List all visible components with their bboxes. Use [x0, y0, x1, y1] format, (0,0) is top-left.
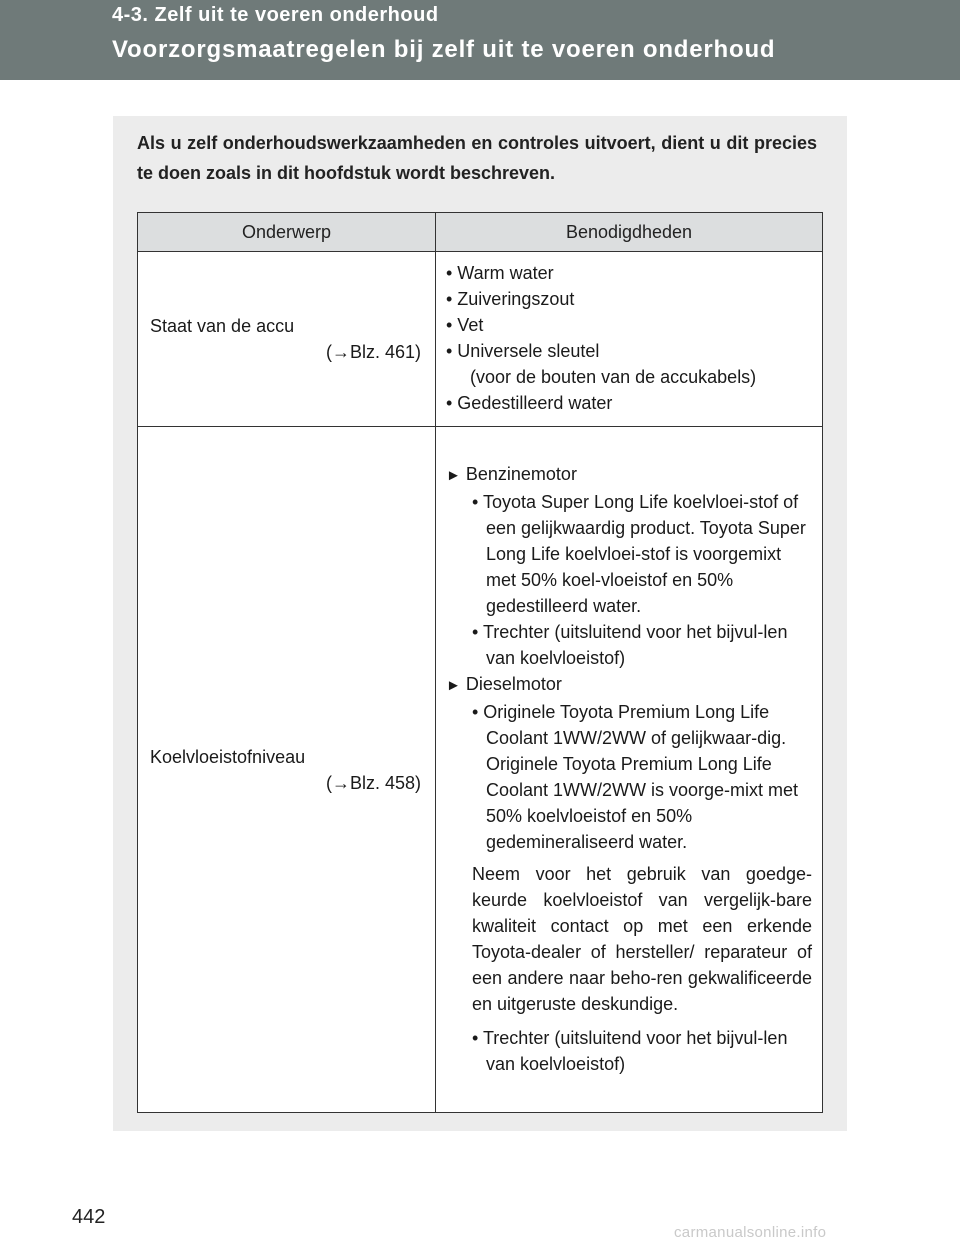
subject-cell	[138, 252, 436, 427]
list-item: • Zuiveringszout	[446, 289, 575, 309]
needs-cell	[436, 252, 823, 427]
table-row	[138, 427, 823, 1113]
dealer-note: Neem voor het gebruik van goedge-keurde koelvloeistof van vergelijk-bare kwaliteit contact op met een erkende Toyota-dealer of hersteller/ reparateur of een andere naar beho-ren gekwalificeerde en uitgeruste deskundige.	[472, 863, 812, 1014]
triangle-marker-icon: ►	[446, 466, 461, 484]
section-title: 4-3. Zelf uit te voeren onderhoud	[112, 4, 439, 26]
engine-name: Benzinemotor	[465, 463, 577, 484]
needs-cell	[436, 427, 823, 1113]
list-item: • Trechter (uitsluitend voor het bijvul-len van koelvloeistof)	[472, 1027, 788, 1074]
page-header	[0, 0, 960, 80]
page-number: 442	[72, 1206, 106, 1228]
page-reference: (→Blz. 461)	[325, 342, 421, 362]
list-item: • Warm water	[446, 263, 554, 283]
subject-label: Staat van de accu	[150, 316, 295, 336]
list-item: • Gedestilleerd water	[446, 393, 613, 413]
table-header-row	[138, 213, 823, 252]
table-row	[138, 252, 823, 427]
list-item: • Originele Toyota Premium Long Life Coolant 1WW/2WW of gelijkwaar-dig. Originele Toyota Premium Long Life Coolant 1WW/2WW is voorge-mixt met 50% koelvloeistof en 50% gedemineraliseerd water.	[472, 701, 799, 852]
list-item: • Vet	[446, 315, 484, 335]
list-item: • Universele sleutel	[446, 341, 600, 361]
watermark-text: carmanualsonline.info	[674, 1224, 827, 1241]
list-item: • Trechter (uitsluitend voor het bijvul-len van koelvloeistof)	[472, 621, 788, 668]
column-header-needs: Benodigdheden	[436, 213, 823, 252]
engine-heading-petrol	[446, 461, 812, 489]
subject-cell	[138, 427, 436, 1113]
subject-label: Koelvloeistofniveau	[150, 746, 306, 767]
list-item-note: (voor de bouten van de accukabels)	[470, 367, 757, 387]
list-item: • Toyota Super Long Life koelvloei-stof of een gelijkwaardig product. Toyota Super Long Life koelvloei-stof is voorgemixt met 50% koel-vloeistof en 50% gedestilleerd water.	[472, 491, 806, 616]
page-reference: (→Blz. 458)	[325, 772, 421, 793]
triangle-marker-icon: ►	[446, 676, 461, 694]
page-title: Voorzorgsmaatregelen bij zelf uit te voeren onderhoud	[112, 36, 776, 63]
engine-heading-diesel	[446, 671, 812, 699]
engine-name: Dieselmotor	[465, 673, 562, 694]
requirements-table	[137, 212, 823, 1113]
intro-text: Als u zelf onderhoudswerkzaamheden en controles uitvoert, dient u dit precies te doen zoals in dit hoofdstuk wordt beschreven.	[137, 133, 817, 183]
column-header-subject: Onderwerp	[138, 213, 436, 252]
